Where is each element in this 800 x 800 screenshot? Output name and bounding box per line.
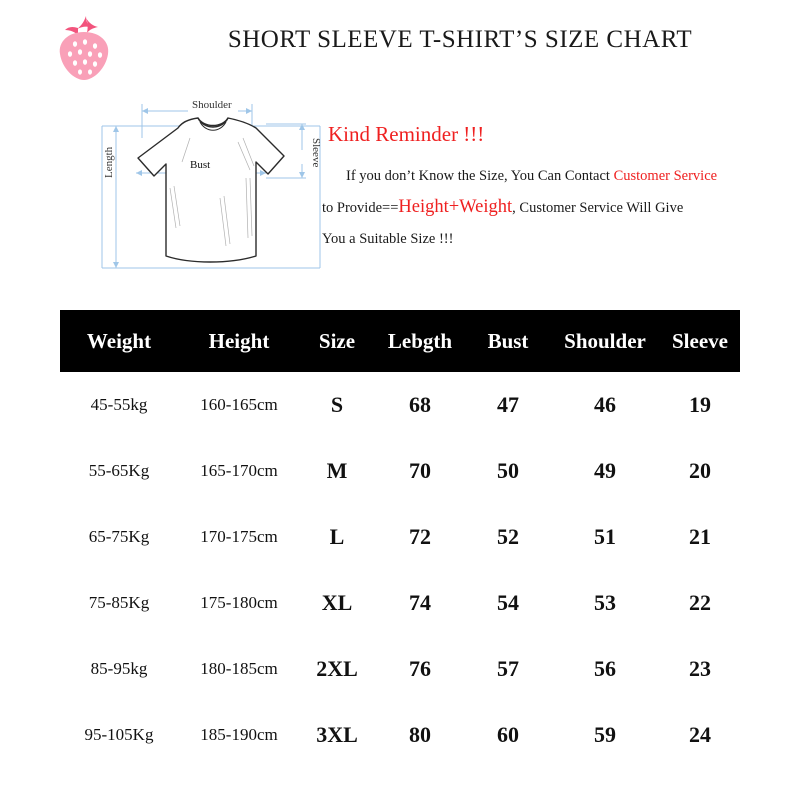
table-row [60,504,740,570]
page-header [0,0,800,90]
table-body [60,372,740,768]
reminder-line-3: You a Suitable Size !!! [322,231,454,247]
cell-length: 74 [374,570,466,636]
strawberry-icon [48,10,120,82]
cell-weight: 75-85Kg [60,570,178,636]
cell-shoulder: 46 [550,372,660,438]
cell-bust: 60 [466,702,550,768]
reminder-line-1-text: If you don’t Know the Size, You Can Contact [346,168,614,184]
customer-service-highlight: Customer Service [613,168,718,184]
tshirt-measurement-diagram [70,78,360,288]
diagram-label-shoulder: Shoulder [192,99,232,111]
cell-shoulder: 51 [550,504,660,570]
page-title: SHORT SLEEVE T-SHIRT’S SIZE CHART [227,26,693,53]
cell-sleeve: 21 [660,504,740,570]
cell-height: 170-175cm [178,504,300,570]
cell-size: 3XL [300,702,374,768]
reminder-line-2-suffix: , Customer Service Will Give [512,200,684,216]
column-header-weight: Weight [60,310,178,372]
table-row [60,438,740,504]
weight-highlight: Weight [459,197,513,217]
cell-shoulder: 59 [550,702,660,768]
size-chart-table [60,310,740,768]
cell-weight: 45-55kg [60,372,178,438]
cell-height: 175-180cm [178,570,300,636]
cell-weight: 55-65Kg [60,438,178,504]
cell-height: 180-185cm [178,636,300,702]
cell-sleeve: 20 [660,438,740,504]
cell-bust: 50 [466,438,550,504]
cell-size: L [300,504,374,570]
cell-sleeve: 23 [660,636,740,702]
diagram-label-length: Length [103,146,115,178]
cell-size: 2XL [300,636,374,702]
reminder-line-2 [322,192,777,224]
table-row [60,702,740,768]
height-highlight: Height [398,197,449,217]
cell-length: 68 [374,372,466,438]
reminder-title: Kind Reminder !!! [328,122,485,146]
table-row [60,636,740,702]
cell-bust: 47 [466,372,550,438]
diagram-label-bust: Bust [190,159,211,171]
column-header-sleeve: Sleeve [660,310,740,372]
table-row [60,372,740,438]
table-header-row [60,310,740,372]
column-header-height: Height [178,310,300,372]
diagram-label-sleeve: Sleeve [310,138,322,168]
cell-weight: 95-105Kg [60,702,178,768]
cell-weight: 85-95kg [60,636,178,702]
cell-sleeve: 24 [660,702,740,768]
cell-bust: 54 [466,570,550,636]
cell-size: S [300,372,374,438]
cell-sleeve: 19 [660,372,740,438]
cell-bust: 57 [466,636,550,702]
cell-height: 160-165cm [178,372,300,438]
plus-highlight: + [448,197,460,217]
cell-height: 165-170cm [178,438,300,504]
reminder-line-1 [346,161,777,192]
table-header [60,310,740,372]
kind-reminder-block [322,122,777,255]
cell-bust: 52 [466,504,550,570]
column-header-bust: Bust [466,310,550,372]
cell-height: 185-190cm [178,702,300,768]
cell-size: XL [300,570,374,636]
cell-shoulder: 56 [550,636,660,702]
column-header-length: Lebgth [374,310,466,372]
cell-shoulder: 49 [550,438,660,504]
cell-length: 76 [374,636,466,702]
table-row [60,570,740,636]
cell-weight: 65-75Kg [60,504,178,570]
column-header-shoulder: Shoulder [550,310,660,372]
cell-sleeve: 22 [660,570,740,636]
cell-length: 70 [374,438,466,504]
cell-length: 80 [374,702,466,768]
cell-length: 72 [374,504,466,570]
cell-size: M [300,438,374,504]
reminder-line-2-prefix: to Provide== [322,200,399,216]
size-table-wrapper [60,310,740,768]
column-header-size: Size [300,310,374,372]
cell-shoulder: 53 [550,570,660,636]
